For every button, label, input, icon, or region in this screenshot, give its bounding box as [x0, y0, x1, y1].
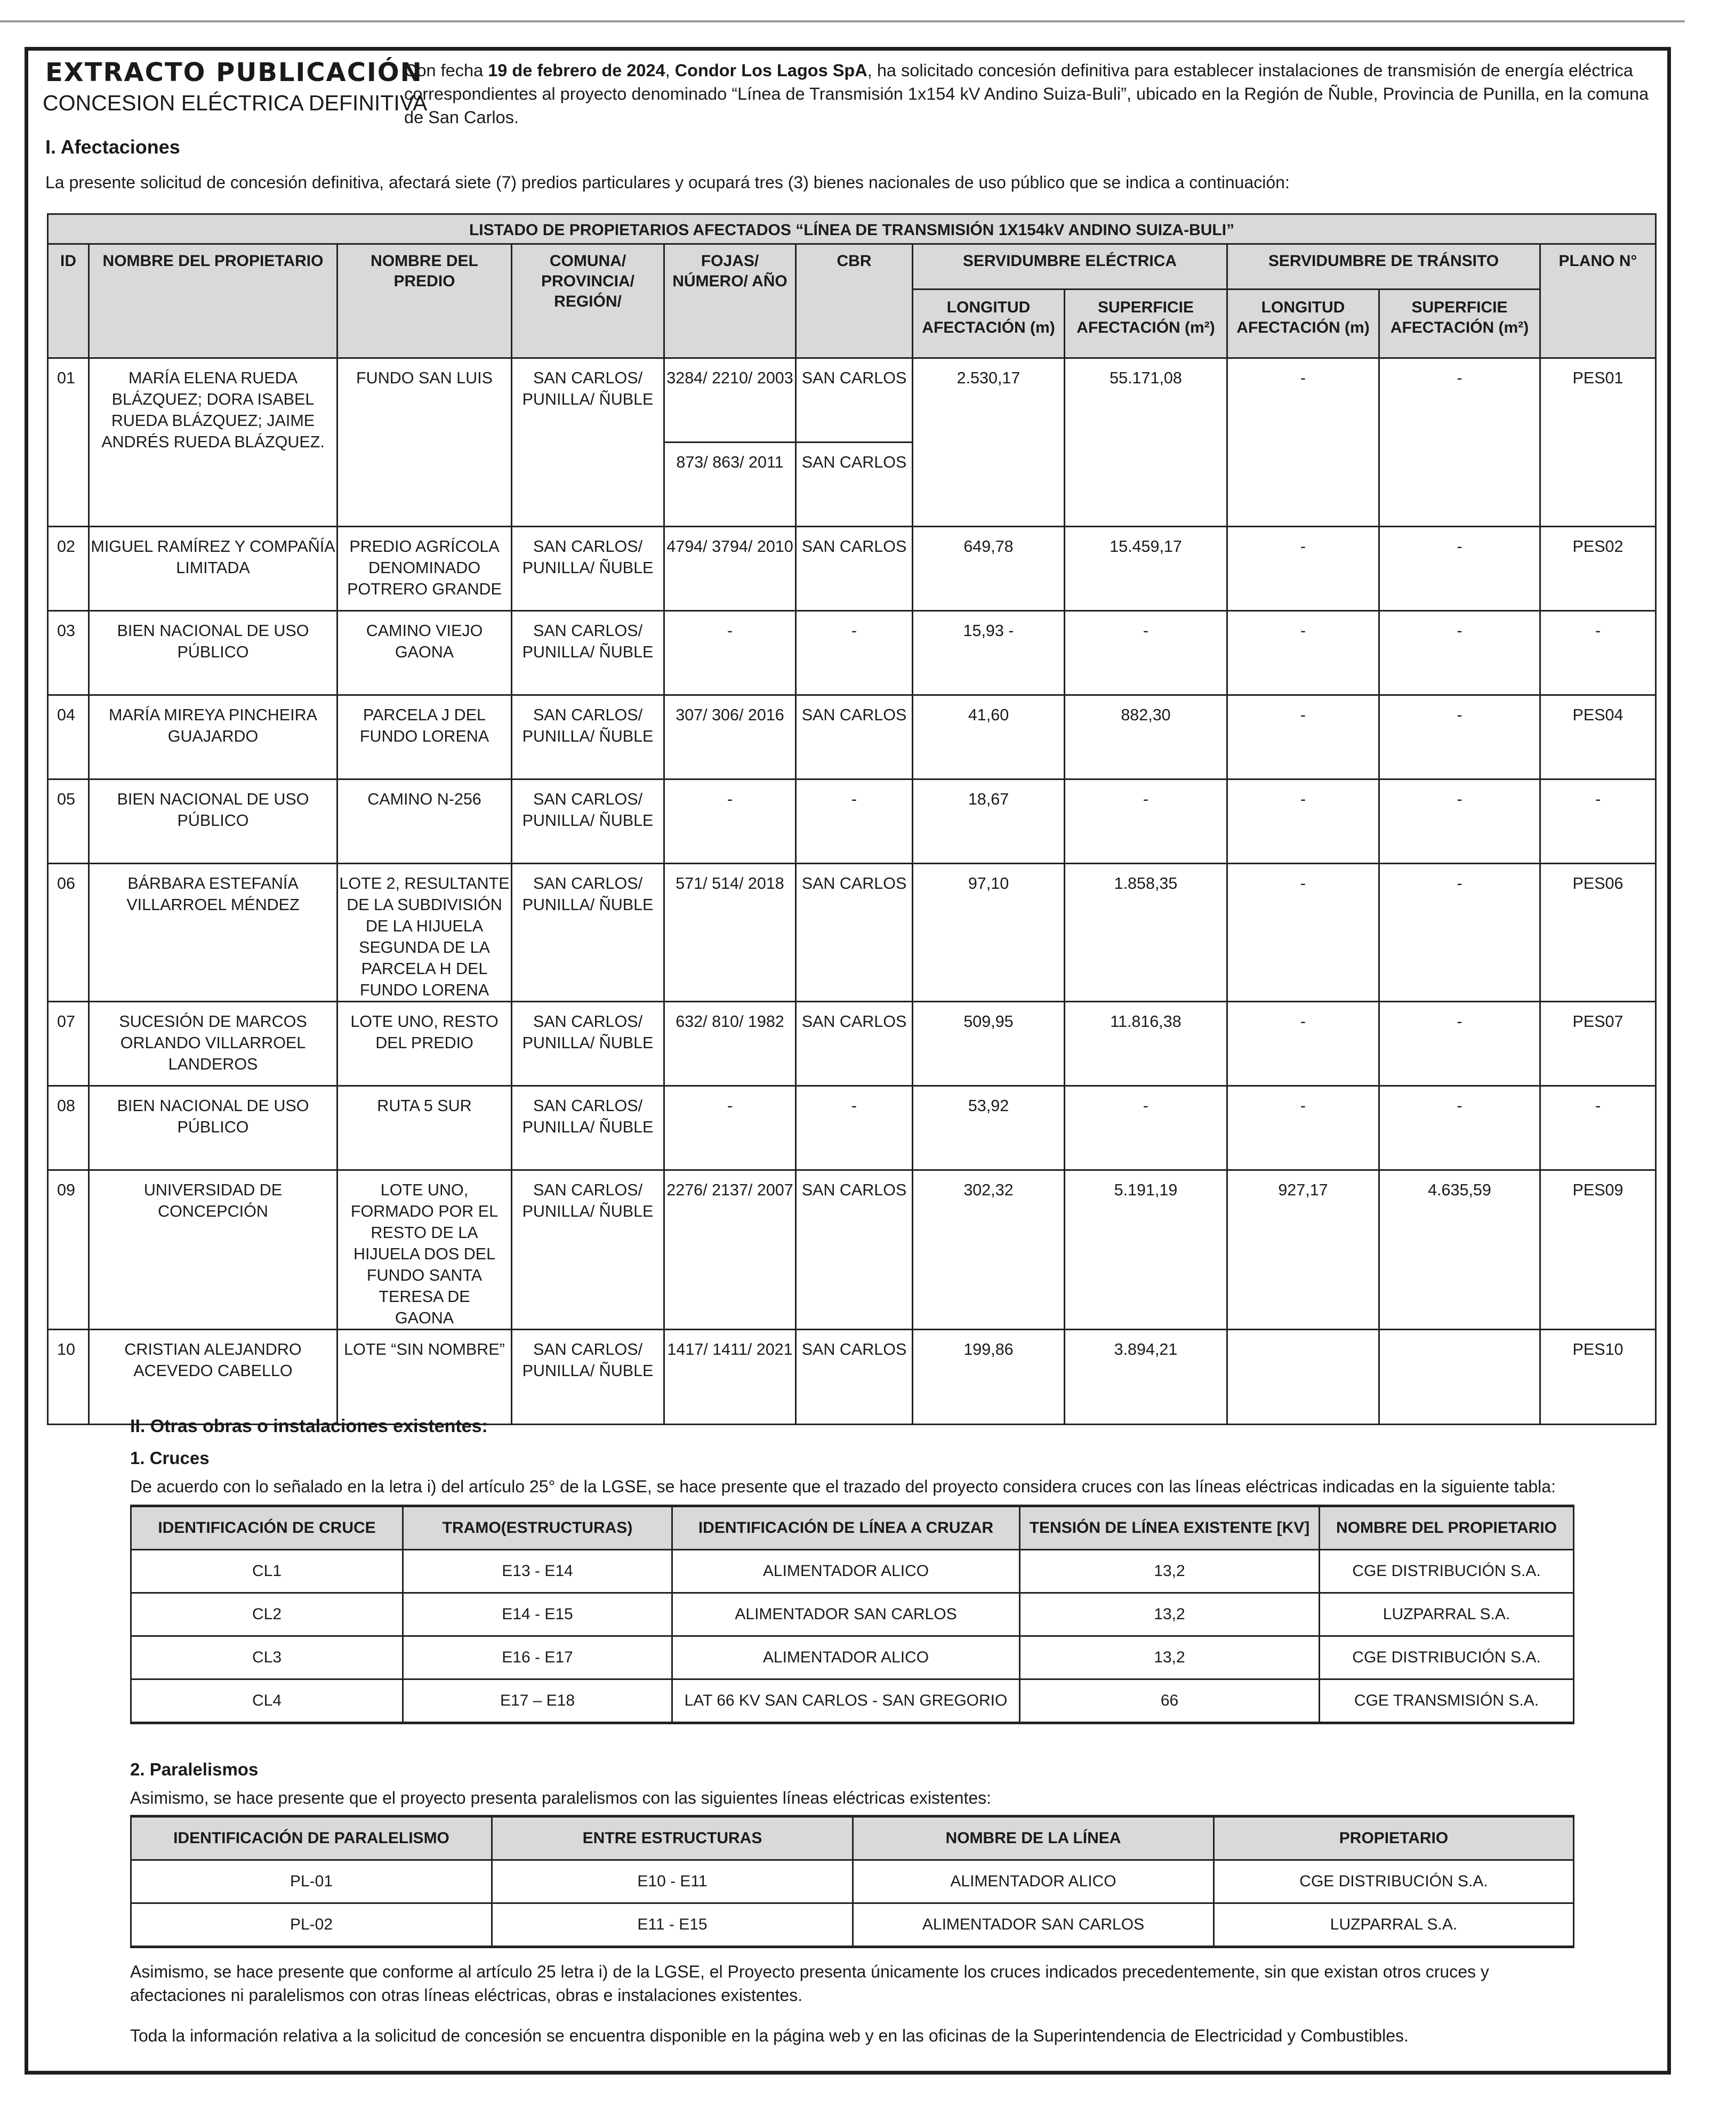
paralelismos-cell: LUZPARRAL S.A.: [1214, 1903, 1574, 1947]
paralelismos-cell: E11 - E15: [492, 1903, 853, 1947]
row-el-longitud: 18,67: [913, 779, 1065, 864]
row-tr-superficie: -: [1379, 864, 1540, 1002]
cruces-cell: CL1: [131, 1550, 403, 1593]
cruces-cell: ALIMENTADOR SAN CARLOS: [672, 1593, 1020, 1636]
row-comuna: SAN CARLOS/ PUNILLA/ ÑUBLE: [512, 864, 664, 1002]
row-el-superficie: 1.858,35: [1065, 864, 1227, 1002]
row-owner: BIEN NACIONAL DE USO PÚBLICO: [89, 1086, 337, 1170]
row-id: 02: [48, 527, 89, 611]
notice-subtitle: CONCESION ELÉCTRICA DEFINITIVA: [43, 91, 428, 115]
row-el-superficie: 5.191,19: [1065, 1170, 1227, 1330]
paralelismos-header: ENTRE ESTRUCTURAS: [492, 1816, 853, 1860]
paralelismos-cell: ALIMENTADOR SAN CARLOS: [853, 1903, 1214, 1947]
row-owner: CRISTIAN ALEJANDRO ACEVEDO CABELLO: [89, 1330, 337, 1425]
cruces-table: [130, 1505, 1574, 1724]
row-cbr-secondary: SAN CARLOS: [796, 443, 913, 527]
row-tr-longitud: 927,17: [1227, 1170, 1379, 1330]
para-company: Condor Los Lagos SpA: [674, 61, 867, 80]
row-tr-superficie: -: [1379, 695, 1540, 779]
row-id: 07: [48, 1002, 89, 1086]
row-property: PARCELA J DEL FUNDO LORENA: [337, 695, 512, 779]
row-owner: MARÍA MIREYA PINCHEIRA GUAJARDO: [89, 695, 337, 779]
row-id: 01: [48, 358, 89, 527]
row-owner: BIEN NACIONAL DE USO PÚBLICO: [89, 779, 337, 864]
row-owner: MARÍA ELENA RUEDA BLÁZQUEZ; DORA ISABEL RUEDA BLÁZQUEZ; JAIME ANDRÉS RUEDA BLÁZQUEZ.: [89, 358, 337, 527]
cruces-cell: 13,2: [1020, 1593, 1320, 1636]
row-property: LOTE UNO, FORMADO POR EL RESTO DE LA HIJUELA DOS DEL FUNDO SANTA TERESA DE GAONA: [337, 1170, 512, 1330]
row-el-longitud: 97,10: [913, 864, 1065, 1002]
owners-table: [47, 213, 1657, 1425]
paralelismos-header: PROPIETARIO: [1214, 1816, 1574, 1860]
paralelismos-header: NOMBRE DE LA LÍNEA: [853, 1816, 1214, 1860]
row-owner: BIEN NACIONAL DE USO PÚBLICO: [89, 611, 337, 695]
row-property: LOTE 2, RESULTANTE DE LA SUBDIVISIÓN DE LA HIJUELA SEGUNDA DE LA PARCELA H DEL FUNDO LORENA: [337, 864, 512, 1002]
row-tr-superficie: -: [1379, 358, 1540, 527]
cruces-cell: CGE DISTRIBUCIÓN S.A.: [1320, 1550, 1574, 1593]
cruces-cell: ALIMENTADOR ALICO: [672, 1550, 1020, 1593]
row-plano: PES10: [1540, 1330, 1656, 1425]
row-comuna: SAN CARLOS/ PUNILLA/ ÑUBLE: [512, 1086, 664, 1170]
row-el-longitud: 649,78: [913, 527, 1065, 611]
paralelismos-cell: PL-02: [131, 1903, 492, 1947]
row-plano: PES04: [1540, 695, 1656, 779]
row-tr-superficie: 4.635,59: [1379, 1170, 1540, 1330]
row-tr-longitud: -: [1227, 695, 1379, 779]
row-el-superficie: -: [1065, 611, 1227, 695]
row-tr-superficie: -: [1379, 527, 1540, 611]
cruces-cell: CGE DISTRIBUCIÓN S.A.: [1320, 1636, 1574, 1679]
col-header-cbr: CBR: [796, 244, 913, 358]
cruces-intro: De acuerdo con lo señalado en la letra i) del artículo 25° de la LGSE, se hace presente que el trazado del proyecto considera cruces con las líneas eléctricas indicadas en la siguiente tabla:: [130, 1477, 1556, 1496]
cruces-header: IDENTIFICACIÓN DE CRUCE: [131, 1506, 403, 1550]
paralelismos-title: 2. Paralelismos: [130, 1759, 259, 1779]
row-el-superficie: 3.894,21: [1065, 1330, 1227, 1425]
row-owner: BÁRBARA ESTEFANÍA VILLARROEL MÉNDEZ: [89, 864, 337, 1002]
row-el-longitud: 41,60: [913, 695, 1065, 779]
row-el-superficie: -: [1065, 1086, 1227, 1170]
row-el-superficie: 15.459,17: [1065, 527, 1227, 611]
row-fojas: 3284/ 2210/ 2003: [664, 358, 796, 443]
para-date: 19 de febrero de 2024: [488, 61, 665, 80]
row-el-longitud: 302,32: [913, 1170, 1065, 1330]
row-fojas: -: [664, 779, 796, 864]
row-cbr: -: [796, 1086, 913, 1170]
col-header-fojas: FOJAS/ NÚMERO/ AÑO: [664, 244, 796, 358]
para-text-a: Con fecha: [404, 61, 488, 80]
row-tr-longitud: -: [1227, 864, 1379, 1002]
row-tr-longitud: -: [1227, 1002, 1379, 1086]
paralelismos-cell: CGE DISTRIBUCIÓN S.A.: [1214, 1860, 1574, 1903]
row-el-longitud: 15,93 -: [913, 611, 1065, 695]
cruces-cell: 13,2: [1020, 1550, 1320, 1593]
para-text-b: ,: [665, 61, 675, 80]
row-cbr: SAN CARLOS: [796, 864, 913, 1002]
owners-table-caption: LISTADO DE PROPIETARIOS AFECTADOS “LÍNEA DE TRANSMISIÓN 1X154kV ANDINO SUIZA-BULI”: [48, 214, 1656, 244]
col-header-el-longitud: LONGITUD AFECTACIÓN (m): [913, 290, 1065, 358]
row-tr-longitud: -: [1227, 1086, 1379, 1170]
cruces-cell: 13,2: [1020, 1636, 1320, 1679]
col-header-tr-superficie: SUPERFICIE AFECTACIÓN (m²): [1379, 290, 1540, 358]
row-cbr: SAN CARLOS: [796, 527, 913, 611]
paralelismos-cell: PL-01: [131, 1860, 492, 1903]
closing-paragraph-2: Toda la información relativa a la solicitud de concesión se encuentra disponible en la página web y en las oficinas de la Superintendencia de Electricidad y Combustibles.: [130, 2026, 1409, 2045]
row-id: 08: [48, 1086, 89, 1170]
row-id: 05: [48, 779, 89, 864]
row-fojas: 571/ 514/ 2018: [664, 864, 796, 1002]
row-owner: UNIVERSIDAD DE CONCEPCIÓN: [89, 1170, 337, 1330]
row-id: 09: [48, 1170, 89, 1330]
row-tr-longitud: -: [1227, 779, 1379, 864]
row-comuna: SAN CARLOS/ PUNILLA/ ÑUBLE: [512, 527, 664, 611]
row-property: PREDIO AGRÍCOLA DENOMINADO POTRERO GRANDE: [337, 527, 512, 611]
row-fojas: 2276/ 2137/ 2007: [664, 1170, 796, 1330]
cruces-cell: E16 - E17: [403, 1636, 672, 1679]
row-el-superficie: -: [1065, 779, 1227, 864]
row-plano: -: [1540, 1086, 1656, 1170]
row-fojas: -: [664, 1086, 796, 1170]
row-cbr: -: [796, 779, 913, 864]
notice-intro-paragraph: [404, 59, 1652, 129]
notice-title: EXTRACTO PUBLICACIÓN: [45, 58, 423, 87]
row-id: 04: [48, 695, 89, 779]
col-header-property: NOMBRE DEL PREDIO: [337, 244, 512, 358]
cruces-cell: E14 - E15: [403, 1593, 672, 1636]
row-el-superficie: 882,30: [1065, 695, 1227, 779]
row-id: 06: [48, 864, 89, 1002]
row-cbr: SAN CARLOS: [796, 1002, 913, 1086]
col-header-id: ID: [48, 244, 89, 358]
col-header-owner: NOMBRE DEL PROPIETARIO: [89, 244, 337, 358]
row-plano: PES01: [1540, 358, 1656, 527]
col-header-serv-transito: SERVIDUMBRE DE TRÁNSITO: [1227, 244, 1540, 290]
row-comuna: SAN CARLOS/ PUNILLA/ ÑUBLE: [512, 1002, 664, 1086]
row-tr-superficie: -: [1379, 1086, 1540, 1170]
row-cbr: SAN CARLOS: [796, 358, 913, 443]
row-comuna: SAN CARLOS/ PUNILLA/ ÑUBLE: [512, 1170, 664, 1330]
row-owner: MIGUEL RAMÍREZ Y COMPAÑÍA LIMITADA: [89, 527, 337, 611]
cruces-title: 1. Cruces: [130, 1448, 210, 1468]
row-tr-superficie: -: [1379, 779, 1540, 864]
row-el-longitud: 2.530,17: [913, 358, 1065, 527]
row-plano: PES09: [1540, 1170, 1656, 1330]
row-comuna: SAN CARLOS/ PUNILLA/ ÑUBLE: [512, 1330, 664, 1425]
cruces-cell: CL2: [131, 1593, 403, 1636]
row-cbr: SAN CARLOS: [796, 1170, 913, 1330]
row-tr-superficie: -: [1379, 1002, 1540, 1086]
row-tr-longitud: -: [1227, 611, 1379, 695]
closing-paragraph-1: Asimismo, se hace presente que conforme al artículo 25 letra i) de la LGSE, el Proyecto presenta únicamente los cruces indicados precedentemente, sin que existan otros cruces y afectaciones ni paralelismos con otras líneas eléctricas, obras e instalaciones existentes.: [130, 1962, 1489, 2005]
col-header-serv-electrica: SERVIDUMBRE ELÉCTRICA: [913, 244, 1227, 290]
top-rule: [0, 20, 1685, 22]
row-plano: -: [1540, 611, 1656, 695]
row-tr-longitud: -: [1227, 527, 1379, 611]
row-cbr: SAN CARLOS: [796, 695, 913, 779]
cruces-cell: 66: [1020, 1679, 1320, 1723]
cruces-cell: E17 – E18: [403, 1679, 672, 1723]
section-otras-obras-title: II. Otras obras o instalaciones existentes:: [130, 1416, 488, 1436]
cruces-cell: CL4: [131, 1679, 403, 1723]
col-header-plano: PLANO N°: [1540, 244, 1656, 358]
row-fojas: -: [664, 611, 796, 695]
row-tr-superficie: [1379, 1330, 1540, 1425]
row-plano: PES07: [1540, 1002, 1656, 1086]
col-header-tr-longitud: LONGITUD AFECTACIÓN (m): [1227, 290, 1379, 358]
row-tr-superficie: -: [1379, 611, 1540, 695]
cruces-cell: LUZPARRAL S.A.: [1320, 1593, 1574, 1636]
row-property: CAMINO VIEJO GAONA: [337, 611, 512, 695]
cruces-cell: CL3: [131, 1636, 403, 1679]
row-el-longitud: 509,95: [913, 1002, 1065, 1086]
col-header-comuna: COMUNA/ PROVINCIA/ REGIÓN/: [512, 244, 664, 358]
row-property: CAMINO N-256: [337, 779, 512, 864]
row-el-longitud: 199,86: [913, 1330, 1065, 1425]
row-tr-longitud: [1227, 1330, 1379, 1425]
row-el-longitud: 53,92: [913, 1086, 1065, 1170]
row-cbr: SAN CARLOS: [796, 1330, 913, 1425]
row-property: RUTA 5 SUR: [337, 1086, 512, 1170]
row-comuna: SAN CARLOS/ PUNILLA/ ÑUBLE: [512, 358, 664, 527]
paralelismos-header: IDENTIFICACIÓN DE PARALELISMO: [131, 1816, 492, 1860]
row-property: FUNDO SAN LUIS: [337, 358, 512, 527]
col-header-el-superficie: SUPERFICIE AFECTACIÓN (m²): [1065, 290, 1227, 358]
row-comuna: SAN CARLOS/ PUNILLA/ ÑUBLE: [512, 611, 664, 695]
cruces-header: IDENTIFICACIÓN DE LÍNEA A CRUZAR: [672, 1506, 1020, 1550]
row-fojas: 307/ 306/ 2016: [664, 695, 796, 779]
row-plano: -: [1540, 779, 1656, 864]
row-id: 03: [48, 611, 89, 695]
row-property: LOTE UNO, RESTO DEL PREDIO: [337, 1002, 512, 1086]
row-fojas-secondary: 873/ 863/ 2011: [664, 443, 796, 527]
section-afectaciones-title: I. Afectaciones: [45, 136, 180, 158]
row-plano: PES06: [1540, 864, 1656, 1002]
cruces-cell: ALIMENTADOR ALICO: [672, 1636, 1020, 1679]
row-property: LOTE “SIN NOMBRE”: [337, 1330, 512, 1425]
row-fojas: 1417/ 1411/ 2021: [664, 1330, 796, 1425]
cruces-cell: LAT 66 KV SAN CARLOS - SAN GREGORIO: [672, 1679, 1020, 1723]
section-afectaciones-intro: La presente solicitud de concesión definitiva, afectará siete (7) predios particulares y ocupará tres (3) bienes nacionales de uso público que se indica a continuación:: [45, 173, 1290, 192]
row-comuna: SAN CARLOS/ PUNILLA/ ÑUBLE: [512, 695, 664, 779]
paralelismos-cell: E10 - E11: [492, 1860, 853, 1903]
row-comuna: SAN CARLOS/ PUNILLA/ ÑUBLE: [512, 779, 664, 864]
para-text-c: , ha solicitado concesión definitiva para establecer instalaciones de transmisión de energía eléctrica correspondientes al proyecto denominado “Línea de Transmisión 1x154 kV Andino Suiza-Buli”, ubicado en la Región de Ñuble, Provincia de Punilla, en la comuna de San Carlos.: [404, 61, 1649, 127]
row-fojas: 632/ 810/ 1982: [664, 1002, 796, 1086]
row-id: 10: [48, 1330, 89, 1425]
row-tr-longitud: -: [1227, 358, 1379, 527]
cruces-header: TENSIÓN DE LÍNEA EXISTENTE [KV]: [1020, 1506, 1320, 1550]
cruces-cell: E13 - E14: [403, 1550, 672, 1593]
row-plano: PES02: [1540, 527, 1656, 611]
row-cbr: -: [796, 611, 913, 695]
row-el-superficie: 55.171,08: [1065, 358, 1227, 527]
cruces-cell: CGE TRANSMISIÓN S.A.: [1320, 1679, 1574, 1723]
row-owner: SUCESIÓN DE MARCOS ORLANDO VILLARROEL LANDEROS: [89, 1002, 337, 1086]
paralelismos-intro: Asimismo, se hace presente que el proyecto presenta paralelismos con las siguientes líneas eléctricas existentes:: [130, 1788, 992, 1807]
cruces-header: NOMBRE DEL PROPIETARIO: [1320, 1506, 1574, 1550]
row-el-superficie: 11.816,38: [1065, 1002, 1227, 1086]
row-fojas: 4794/ 3794/ 2010: [664, 527, 796, 611]
paralelismos-table: [130, 1815, 1574, 1948]
paralelismos-cell: ALIMENTADOR ALICO: [853, 1860, 1214, 1903]
cruces-header: TRAMO(ESTRUCTURAS): [403, 1506, 672, 1550]
